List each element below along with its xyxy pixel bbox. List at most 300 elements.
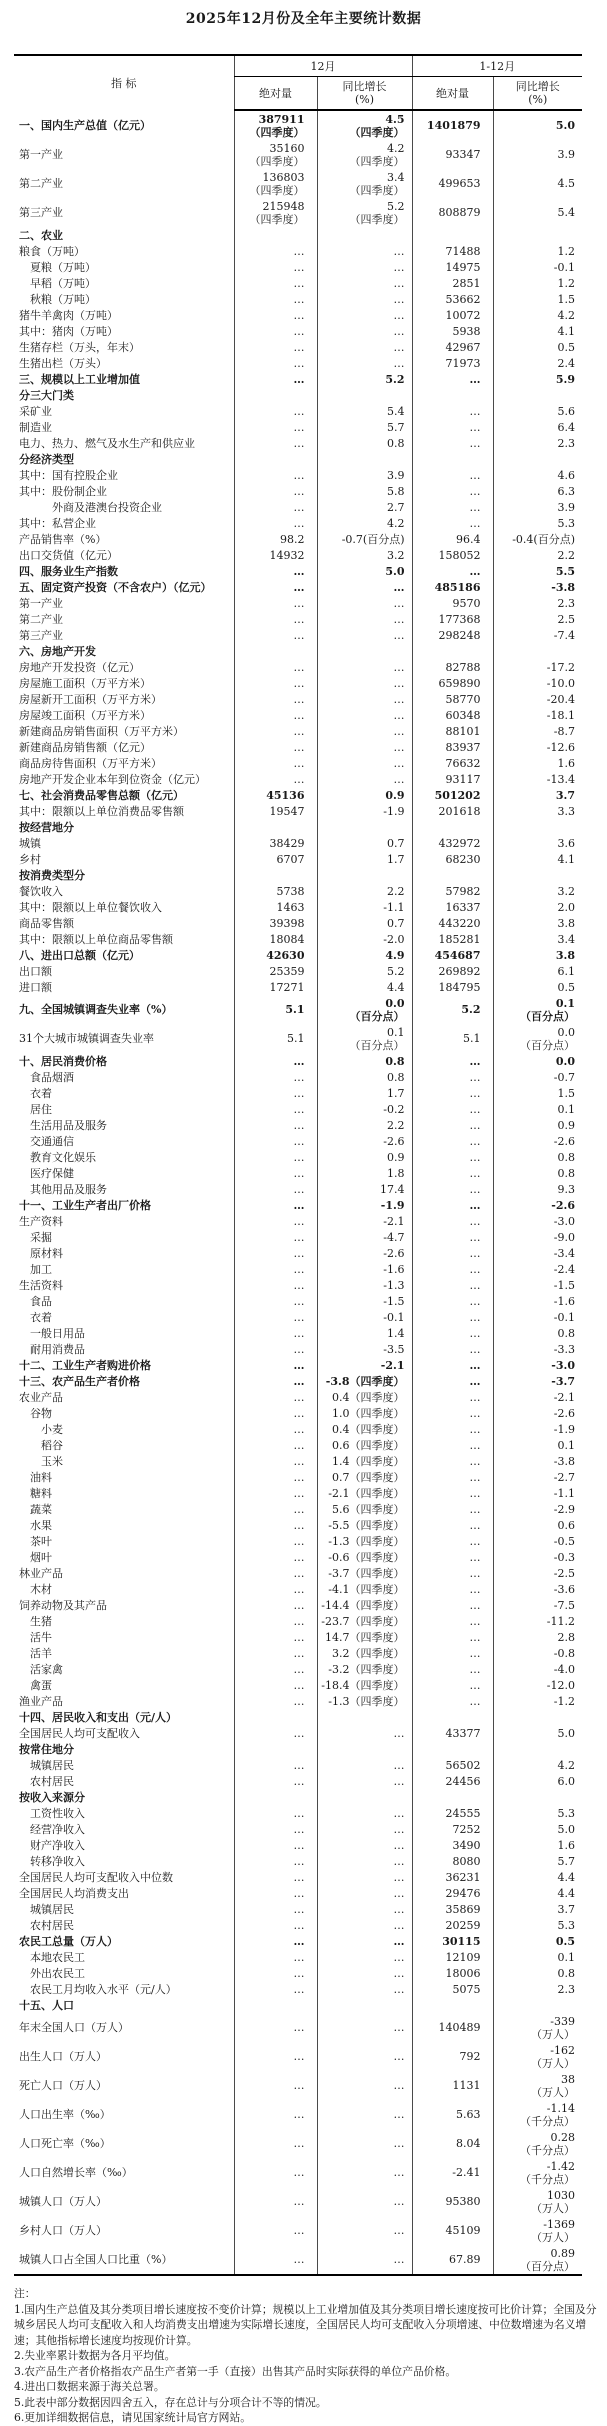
value-cell: -3.5 [317, 1341, 412, 1357]
value-cell: … [412, 371, 493, 387]
indicator-cell: 其中：私营企业 [19, 516, 96, 530]
indicator-cell: 第三产业 [19, 206, 63, 219]
value-cell: … [317, 2245, 412, 2275]
value-cell: … [317, 1949, 412, 1965]
indicator-cell: 乡村人口（万人） [19, 2224, 107, 2237]
value-cell: … [234, 1277, 317, 1293]
value-cell: 5.2 [412, 995, 493, 1024]
value-cell: 792 [412, 2042, 493, 2071]
value-cell: … [412, 1533, 493, 1549]
table-row [14, 1229, 582, 1245]
indicator-cell: 烟叶 [30, 1550, 52, 1564]
value-cell: -3.7（四季度） [317, 1565, 412, 1581]
value-cell: 18006 [412, 1965, 493, 1981]
indicator-cell: 其中：猪肉（万吨） [19, 324, 118, 338]
value-cell: 56502 [412, 1757, 493, 1773]
table-row [14, 1805, 582, 1821]
indicator-cell: 第三产业 [19, 628, 63, 642]
table-row [14, 1645, 582, 1661]
value-cell [412, 1997, 493, 2013]
value-cell: 45136 [234, 787, 317, 803]
value-cell [493, 1741, 582, 1757]
table-row [14, 739, 582, 755]
indicator-cell: 出口额 [19, 964, 52, 978]
indicator-cell: 饲养动物及其产品 [19, 1598, 107, 1612]
value-cell: 0.6 [493, 1517, 582, 1533]
value-cell: -1.42 （千分点） [493, 2158, 582, 2187]
value-cell: … [234, 1437, 317, 1453]
value-cell: -0.7(百分点) [317, 531, 412, 547]
value-cell: 7252 [412, 1821, 493, 1837]
value-cell: … [234, 723, 317, 739]
value-cell: … [234, 1373, 317, 1389]
table-row [14, 563, 582, 579]
value-cell: 2.7 [317, 499, 412, 515]
table-row [14, 1421, 582, 1437]
indicator-cell: 年末全国人口（万人） [19, 2021, 129, 2034]
value-cell: … [234, 243, 317, 259]
value-cell: … [317, 739, 412, 755]
value-cell: … [412, 563, 493, 579]
indicator-cell: 八、进出口总额（亿元） [19, 948, 140, 962]
indicator-cell: 渔业产品 [19, 1694, 63, 1708]
value-cell: 98.2 [234, 531, 317, 547]
value-cell: … [234, 307, 317, 323]
value-cell: 4.2 [317, 515, 412, 531]
value-cell [317, 1709, 412, 1725]
table-row [14, 1965, 582, 1981]
value-cell [412, 643, 493, 659]
value-cell: -1.5 [493, 1277, 582, 1293]
value-cell: … [317, 675, 412, 691]
table-row [14, 1501, 582, 1517]
value-cell: … [412, 419, 493, 435]
value-cell: … [234, 259, 317, 275]
value-cell: … [317, 259, 412, 275]
table-row [14, 547, 582, 563]
value-cell: -3.8 [493, 1453, 582, 1469]
indicator-cell: 林业产品 [19, 1566, 63, 1580]
value-cell: -11.2 [493, 1613, 582, 1629]
table-row [14, 1709, 582, 1725]
value-cell: … [412, 1261, 493, 1277]
table-row [14, 1949, 582, 1965]
value-cell: 0.8 [493, 1325, 582, 1341]
indicator-cell: 其中：限额以上单位商品零售额 [19, 932, 173, 946]
value-cell: … [234, 371, 317, 387]
value-cell: … [412, 1149, 493, 1165]
value-cell [234, 819, 317, 835]
value-cell [412, 819, 493, 835]
indicator-cell: 进口额 [19, 980, 52, 994]
value-cell: 184795 [412, 979, 493, 995]
indicator-cell: 食品 [30, 1294, 52, 1308]
value-cell: -2.1 [493, 1389, 582, 1405]
value-cell: 1.8 [317, 1165, 412, 1181]
table-row [14, 963, 582, 979]
value-cell: 0.1 [493, 1949, 582, 1965]
value-cell: 4.6 [493, 467, 582, 483]
value-cell: … [234, 1405, 317, 1421]
value-cell: -23.7（四季度） [317, 1613, 412, 1629]
indicator-cell: 玉米 [41, 1454, 63, 1468]
indicator-cell: 城镇人口占全国人口比重（%） [14, 2245, 234, 2275]
value-cell: … [317, 1885, 412, 1901]
value-cell: … [234, 291, 317, 307]
indicator-cell: 农民工月均收入水平（元/人） [30, 1982, 177, 1996]
table-row [14, 1024, 582, 1053]
value-cell: -12.0 [493, 1677, 582, 1693]
value-cell: 1.4（四季度） [317, 1453, 412, 1469]
value-cell: … [412, 1101, 493, 1117]
value-cell: … [234, 2245, 317, 2275]
value-cell: -1.5 [317, 1293, 412, 1309]
value-cell: 3.2 [317, 547, 412, 563]
table-row [14, 339, 582, 355]
indicator-cell: 其中：限额以上单位餐饮收入 [19, 900, 162, 914]
value-cell: … [234, 1645, 317, 1661]
table-row [14, 2013, 582, 2042]
indicator-cell: 农村居民 [30, 1918, 74, 1932]
indicator-cell: 早稻（万吨） [30, 276, 96, 290]
value-cell: … [234, 1869, 317, 1885]
value-cell: 53662 [412, 291, 493, 307]
table-row [14, 931, 582, 947]
table-row [14, 1613, 582, 1629]
value-cell: -0.7 [493, 1069, 582, 1085]
value-cell: 485186 [412, 579, 493, 595]
table-row [14, 771, 582, 787]
indicator-cell: 乡村 [19, 852, 41, 866]
table-row [14, 2042, 582, 2071]
value-cell: 0.8 [317, 1069, 412, 1085]
value-cell: … [412, 1309, 493, 1325]
note-line: 3.农产品生产者价格指农产品生产者第一手（直接）出售其产品时实际获得的单位产品价格。 [14, 2364, 457, 2378]
header-group-jan-dec: 1-12月 [412, 55, 582, 77]
value-cell: 432972 [412, 835, 493, 851]
table-row [14, 483, 582, 499]
value-cell: … [234, 419, 317, 435]
value-cell: -0.8 [493, 1645, 582, 1661]
value-cell: … [234, 355, 317, 371]
value-cell: -0.2 [317, 1101, 412, 1117]
value-cell [234, 451, 317, 467]
value-cell: … [412, 1165, 493, 1181]
value-cell: … [317, 723, 412, 739]
value-cell: … [412, 1293, 493, 1309]
indicator-cell: 分经济类型 [19, 452, 74, 466]
value-cell: 5075 [412, 1981, 493, 1997]
table-row [14, 883, 582, 899]
note-line: 6.更加详细数据信息，请见国家统计局官方网站。 [14, 2411, 252, 2424]
table-row [14, 2216, 582, 2245]
indicator-cell: 城镇 [19, 836, 41, 850]
value-cell: 3.8 [493, 947, 582, 963]
value-cell: 71488 [412, 243, 493, 259]
value-cell: 5738 [234, 883, 317, 899]
value-cell: -1.9 [493, 1421, 582, 1437]
value-cell: … [234, 1261, 317, 1277]
value-cell: … [234, 1357, 317, 1373]
indicator-cell: 农民工总量（万人） [19, 1934, 118, 1948]
indicator-cell: 全国居民人均可支配收入 [19, 1726, 140, 1740]
indicator-cell: 农业产品 [19, 1390, 63, 1404]
value-cell: … [234, 1309, 317, 1325]
value-cell: … [234, 1421, 317, 1437]
value-cell: -1.14 （千分点） [493, 2100, 582, 2129]
value-cell: 3.3 [493, 803, 582, 819]
value-cell: 0.4（四季度） [317, 1421, 412, 1437]
value-cell: 2851 [412, 275, 493, 291]
value-cell: … [234, 1981, 317, 1997]
value-cell [234, 1709, 317, 1725]
value-cell: 0.9 [317, 787, 412, 803]
value-cell: -1.6 [317, 1261, 412, 1277]
indicator-cell: 交通通信 [30, 1134, 74, 1148]
value-cell: 5.8 [317, 483, 412, 499]
value-cell: 58770 [412, 691, 493, 707]
indicator-cell: 按经营地分 [19, 820, 74, 834]
table-row [14, 1437, 582, 1453]
value-cell [493, 819, 582, 835]
value-cell: -3.2（四季度） [317, 1661, 412, 1677]
value-cell: 95380 [412, 2187, 493, 2216]
value-cell: 6707 [234, 851, 317, 867]
value-cell: … [234, 1757, 317, 1773]
value-cell: 1.2 [493, 243, 582, 259]
table-row [14, 1485, 582, 1501]
indicator-cell: 经营净收入 [30, 1822, 85, 1836]
value-cell: 158052 [412, 547, 493, 563]
value-cell: … [234, 1565, 317, 1581]
indicator-cell: 糖料 [30, 1486, 52, 1500]
table-row [14, 1565, 582, 1581]
value-cell: -3.7 [493, 1373, 582, 1389]
value-cell: 5.5 [493, 563, 582, 579]
value-cell: 3.7 [493, 1901, 582, 1917]
indicator-cell: 其他用品及服务 [30, 1182, 107, 1196]
table-row [14, 867, 582, 883]
value-cell: -2.1（四季度） [317, 1485, 412, 1501]
value-cell: 5.2 [317, 963, 412, 979]
value-cell: 5.0 [493, 110, 582, 140]
value-cell: 185281 [412, 931, 493, 947]
header-group-row [14, 55, 582, 77]
indicator-cell: 一、国内生产总值（亿元） [19, 118, 151, 132]
value-cell: … [317, 659, 412, 675]
value-cell: 6.4 [493, 419, 582, 435]
indicator-cell: 粮食（万吨） [19, 244, 85, 258]
indicator-cell: 十五、人口 [19, 1998, 74, 2012]
header-yoy-unit: (%) [354, 93, 375, 106]
value-cell [412, 867, 493, 883]
table-row [14, 1053, 582, 1069]
value-cell: -8.7 [493, 723, 582, 739]
indicator-cell: 全国居民人均消费支出 [19, 1886, 129, 1900]
value-cell [317, 1741, 412, 1757]
value-cell: … [234, 2042, 317, 2071]
value-cell: 93347 [412, 140, 493, 169]
value-cell: … [234, 1965, 317, 1981]
value-cell: 2.2 [317, 1117, 412, 1133]
value-cell: 1.6 [493, 1837, 582, 1853]
value-cell: … [234, 659, 317, 675]
value-cell: 0.8 [317, 1053, 412, 1069]
table-row [14, 819, 582, 835]
table-row [14, 1197, 582, 1213]
value-cell: -0.5 [493, 1533, 582, 1549]
value-cell: … [412, 1693, 493, 1709]
table-row [14, 1133, 582, 1149]
table-row [14, 611, 582, 627]
value-cell: … [234, 1341, 317, 1357]
indicator-cell: 生活用品及服务 [30, 1118, 107, 1132]
value-cell [412, 1741, 493, 1757]
table-row [14, 1309, 582, 1325]
indicator-cell: 出口交货值（亿元） [19, 548, 118, 562]
value-cell: 83937 [412, 739, 493, 755]
value-cell [234, 643, 317, 659]
indicator-cell: 生活资料 [19, 1278, 63, 1292]
value-cell: 4.4 [493, 1869, 582, 1885]
value-cell: … [234, 2013, 317, 2042]
table-row [14, 110, 582, 140]
value-cell: … [234, 1069, 317, 1085]
value-cell: … [412, 499, 493, 515]
value-cell: … [412, 435, 493, 451]
value-cell: … [317, 579, 412, 595]
value-cell: 9570 [412, 595, 493, 611]
value-cell: … [317, 2042, 412, 2071]
table-row [14, 595, 582, 611]
table-row [14, 259, 582, 275]
indicator-cell: 新建商品房销售额（亿元） [19, 740, 151, 754]
indicator-cell: 全国居民人均可支配收入中位数 [19, 1870, 173, 1884]
table-row [14, 995, 582, 1024]
value-cell: 454687 [412, 947, 493, 963]
value-cell: 71973 [412, 355, 493, 371]
value-cell: … [234, 1901, 317, 1917]
indicator-cell: 猪牛羊禽肉（万吨） [19, 308, 118, 322]
value-cell: … [412, 1181, 493, 1197]
table-row [14, 1773, 582, 1789]
indicator-cell: 蔬菜 [30, 1502, 52, 1516]
value-cell: … [412, 1485, 493, 1501]
value-cell: … [234, 1101, 317, 1117]
value-cell: … [234, 275, 317, 291]
header-indicator: 指 标 [111, 76, 137, 90]
value-cell: … [317, 1901, 412, 1917]
value-cell: … [317, 2100, 412, 2129]
table-row [14, 1341, 582, 1357]
value-cell: … [234, 499, 317, 515]
header-absolute-label: 绝对量 [259, 86, 292, 100]
value-cell: … [317, 771, 412, 787]
value-cell: -12.6 [493, 739, 582, 755]
indicator-cell: 小麦 [41, 1422, 63, 1436]
value-cell: … [412, 1069, 493, 1085]
indicator-cell: 六、房地产开发 [19, 644, 96, 658]
indicator-cell: 九、全国城镇调查失业率（%） [19, 1003, 173, 1016]
indicator-cell: 房地产开发企业本年到位资金（亿元） [19, 772, 206, 786]
value-cell: 808879 [412, 198, 493, 227]
value-cell: … [412, 1565, 493, 1581]
indicator-cell: 餐饮收入 [19, 884, 63, 898]
value-cell: -3.8 [493, 579, 582, 595]
value-cell: … [234, 2071, 317, 2100]
table-row [14, 419, 582, 435]
table-row [14, 1373, 582, 1389]
table-row [14, 243, 582, 259]
value-cell: 2.4 [493, 355, 582, 371]
indicator-cell: 耐用消费品 [30, 1342, 85, 1356]
value-cell: … [412, 515, 493, 531]
value-cell [234, 227, 317, 243]
value-cell: 499653 [412, 169, 493, 198]
value-cell: … [412, 1549, 493, 1565]
value-cell: … [317, 1933, 412, 1949]
value-cell: 67.89 [412, 2245, 493, 2275]
value-cell: 2.0 [493, 899, 582, 915]
value-cell: … [412, 1421, 493, 1437]
value-cell: … [317, 1853, 412, 1869]
value-cell: … [234, 1453, 317, 1469]
value-cell: … [412, 1629, 493, 1645]
value-cell: … [317, 2071, 412, 2100]
value-cell: 5.63 [412, 2100, 493, 2129]
notes [14, 2286, 597, 2426]
indicator-cell: 产品销售率（%） [19, 532, 107, 546]
value-cell: 19547 [234, 803, 317, 819]
indicator-cell: 十四、居民收入和支出（元/人） [19, 1710, 178, 1724]
table-row [14, 291, 582, 307]
indicator-cell: 秋粮（万吨） [30, 292, 96, 306]
indicator-cell: 教育文化娱乐 [30, 1150, 96, 1164]
indicator-cell: 制造业 [19, 420, 52, 434]
table-row [14, 198, 582, 227]
indicator-cell: 按消费类型分 [19, 868, 85, 882]
value-cell: … [412, 1677, 493, 1693]
table-header [14, 55, 582, 110]
value-cell: … [234, 675, 317, 691]
value-cell: 88101 [412, 723, 493, 739]
header-absolute-label: 绝对量 [436, 86, 469, 100]
value-cell: -9.0 [493, 1229, 582, 1245]
value-cell: 0.1 [493, 1437, 582, 1453]
value-cell: -2.1 [317, 1357, 412, 1373]
value-cell: … [234, 707, 317, 723]
value-cell: 215948 （四季度） [234, 198, 317, 227]
value-cell: 4.2 （四季度） [317, 140, 412, 169]
value-cell: … [317, 2129, 412, 2158]
indicator-cell: 十二、工业生产者购进价格 [19, 1358, 151, 1372]
table-row [14, 1357, 582, 1373]
value-cell: … [317, 1869, 412, 1885]
value-cell: … [317, 611, 412, 627]
table-row [14, 1101, 582, 1117]
value-cell: … [234, 1213, 317, 1229]
value-cell: 4.2 [493, 307, 582, 323]
indicator-cell: 生猪 [30, 1614, 52, 1628]
indicator-cell: 房屋竣工面积（万平方米） [19, 708, 151, 722]
value-cell: … [317, 243, 412, 259]
table-row [14, 1677, 582, 1693]
value-cell: -1369 （万人） [493, 2216, 582, 2245]
value-cell [234, 1997, 317, 2013]
value-cell: 6.3 [493, 483, 582, 499]
header-group-december: 12月 [234, 55, 412, 77]
value-cell: 16337 [412, 899, 493, 915]
